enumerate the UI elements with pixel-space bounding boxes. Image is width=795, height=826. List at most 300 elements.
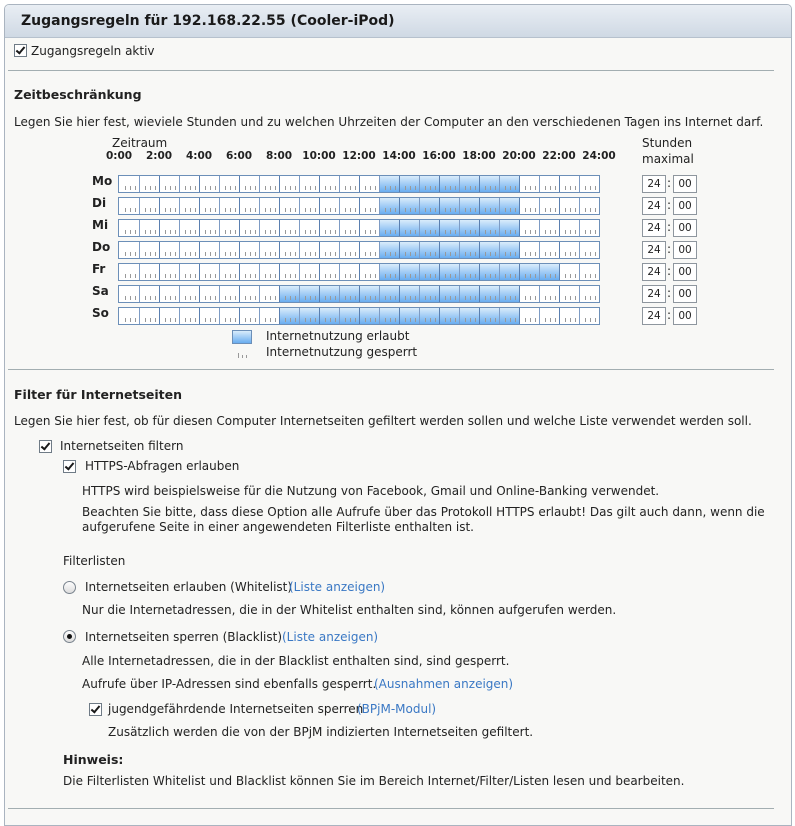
hour-gridline	[239, 308, 240, 324]
minute-tick	[275, 230, 276, 234]
stunden-label: Stunden	[642, 136, 693, 150]
minute-tick	[510, 208, 511, 212]
minute-tick	[485, 186, 486, 190]
minute-tick	[385, 186, 386, 190]
minute-tick	[235, 208, 236, 212]
minute-tick	[545, 208, 546, 212]
ip-blocked-info: Aufrufe über IP-Adressen sind ebenfalls gesperrt.	[82, 677, 377, 691]
max-hours-input[interactable]: 24	[642, 263, 666, 281]
max-hours-input[interactable]: 24	[642, 285, 666, 303]
time-grid-row[interactable]	[118, 175, 600, 193]
hour-gridline	[159, 264, 160, 280]
hour-gridline	[479, 286, 480, 302]
time-separator: :	[667, 264, 672, 278]
whitelist-show-link[interactable]: (Liste anzeigen)	[289, 580, 386, 594]
hour-gridline	[239, 176, 240, 192]
minute-tick	[570, 208, 571, 212]
minute-tick	[355, 252, 356, 256]
minute-tick	[415, 208, 416, 212]
minute-tick	[595, 296, 596, 300]
minute-tick	[430, 230, 431, 234]
divider	[8, 70, 774, 71]
minute-tick	[255, 208, 256, 212]
minute-tick	[355, 296, 356, 300]
time-grid-row[interactable]	[118, 263, 600, 281]
minute-tick	[530, 186, 531, 190]
minute-tick	[285, 252, 286, 256]
minute-tick	[455, 318, 456, 322]
bpjm-checkbox[interactable]	[89, 703, 102, 716]
minute-tick	[530, 230, 531, 234]
minute-tick	[555, 208, 556, 212]
minute-tick	[335, 274, 336, 278]
minute-tick	[470, 318, 471, 322]
minute-tick	[465, 230, 466, 234]
minute-tick	[450, 186, 451, 190]
hour-gridline	[439, 308, 440, 324]
hour-label: 22:00	[542, 150, 576, 162]
minute-tick	[125, 274, 126, 278]
minute-tick	[515, 208, 516, 212]
minute-tick	[515, 252, 516, 256]
minute-tick	[355, 208, 356, 212]
hour-gridline	[259, 286, 260, 302]
blacklist-label: Internetseiten sperren (Blacklist)	[85, 630, 283, 644]
minute-tick	[410, 274, 411, 278]
hour-gridline	[319, 264, 320, 280]
max-minutes-input[interactable]: 00	[673, 219, 697, 237]
time-grid-row[interactable]	[118, 285, 600, 303]
legend-allowed-swatch	[232, 330, 252, 344]
hour-gridline	[519, 286, 520, 302]
exceptions-link[interactable]: (Ausnahmen anzeigen)	[374, 677, 514, 691]
hour-gridline	[239, 220, 240, 236]
minute-tick	[345, 252, 346, 256]
minute-tick	[230, 296, 231, 300]
hour-label: 2:00	[145, 150, 173, 162]
minute-tick	[595, 274, 596, 278]
minute-tick	[445, 208, 446, 212]
minute-tick	[190, 318, 191, 322]
hour-gridline	[139, 242, 140, 258]
minute-tick	[410, 252, 411, 256]
max-hours-input[interactable]: 24	[642, 197, 666, 215]
minute-tick	[385, 230, 386, 234]
hour-gridline	[139, 176, 140, 192]
minute-tick	[295, 274, 296, 278]
minute-tick	[485, 208, 486, 212]
minute-tick	[510, 318, 511, 322]
minute-tick	[510, 230, 511, 234]
minute-tick	[155, 208, 156, 212]
minute-tick	[550, 208, 551, 212]
minute-tick	[455, 252, 456, 256]
minute-tick	[205, 296, 206, 300]
minute-tick	[535, 186, 536, 190]
hour-gridline	[399, 242, 400, 258]
minute-tick	[505, 296, 506, 300]
minute-tick	[530, 252, 531, 256]
minute-tick	[135, 186, 136, 190]
time-grid-row[interactable]	[118, 197, 600, 215]
minute-tick	[285, 230, 286, 234]
minute-tick	[435, 296, 436, 300]
minute-tick	[310, 186, 311, 190]
minute-tick	[490, 230, 491, 234]
minute-tick	[185, 208, 186, 212]
max-hours-input[interactable]: 24	[642, 241, 666, 259]
panel-title: Zugangsregeln für 192.168.22.55 (Cooler-iPod)	[5, 5, 791, 38]
minute-tick	[535, 274, 536, 278]
minute-tick	[490, 208, 491, 212]
minute-tick	[330, 186, 331, 190]
minute-tick	[450, 318, 451, 322]
minute-tick	[175, 318, 176, 322]
https-label: HTTPS-Abfragen erlauben	[85, 459, 240, 473]
minute-tick	[465, 296, 466, 300]
minute-tick	[435, 252, 436, 256]
minute-tick	[255, 186, 256, 190]
max-minutes-input[interactable]: 00	[673, 285, 697, 303]
whitelist-radio[interactable]	[63, 581, 76, 594]
minute-tick	[490, 318, 491, 322]
hour-gridline	[179, 242, 180, 258]
bpjm-link[interactable]: (BPjM-Modul)	[357, 702, 437, 716]
minute-tick	[130, 274, 131, 278]
minute-tick	[465, 318, 466, 322]
hour-gridline	[539, 286, 540, 302]
minute-tick	[590, 274, 591, 278]
hour-gridline	[519, 308, 520, 324]
hour-gridline	[299, 198, 300, 214]
minute-tick	[250, 296, 251, 300]
minute-tick	[205, 252, 206, 256]
minute-tick	[465, 186, 466, 190]
minute-tick	[390, 186, 391, 190]
minute-tick	[525, 318, 526, 322]
hour-gridline	[319, 220, 320, 236]
minute-tick	[375, 208, 376, 212]
hour-gridline	[459, 198, 460, 214]
minute-tick	[595, 230, 596, 234]
minute-tick	[305, 208, 306, 212]
minute-tick	[430, 318, 431, 322]
minute-tick	[405, 186, 406, 190]
hour-gridline	[359, 308, 360, 324]
minute-tick	[265, 186, 266, 190]
minute-tick	[145, 274, 146, 278]
blacklist-show-link[interactable]: (Liste anzeigen)	[282, 630, 379, 644]
minute-tick	[275, 274, 276, 278]
hour-gridline	[579, 220, 580, 236]
minute-tick	[150, 252, 151, 256]
minute-tick	[290, 208, 291, 212]
minute-tick	[215, 252, 216, 256]
hour-label: 20:00	[502, 150, 536, 162]
minute-tick	[215, 296, 216, 300]
day-label: So	[92, 306, 109, 320]
hour-gridline	[439, 286, 440, 302]
minute-tick	[590, 296, 591, 300]
minute-tick	[485, 252, 486, 256]
hour-gridline	[519, 264, 520, 280]
minute-tick	[595, 252, 596, 256]
minute-tick	[575, 252, 576, 256]
minute-tick	[495, 318, 496, 322]
minute-tick	[305, 230, 306, 234]
filter-websites-label: Internetseiten filtern	[60, 439, 184, 453]
hour-gridline	[179, 308, 180, 324]
minute-tick	[550, 274, 551, 278]
allowed-range[interactable]	[379, 176, 519, 192]
minute-tick	[370, 186, 371, 190]
minute-tick	[265, 252, 266, 256]
minute-tick	[585, 274, 586, 278]
minute-tick	[430, 186, 431, 190]
minute-tick	[495, 186, 496, 190]
minute-tick	[470, 274, 471, 278]
max-hours-input[interactable]: 24	[642, 175, 666, 193]
minute-tick	[270, 318, 271, 322]
minute-tick	[410, 208, 411, 212]
hour-gridline	[479, 308, 480, 324]
minute-tick	[565, 230, 566, 234]
allowed-range[interactable]	[379, 242, 519, 258]
minute-tick	[595, 208, 596, 212]
minute-tick	[245, 230, 246, 234]
minute-tick	[505, 252, 506, 256]
minute-tick	[145, 186, 146, 190]
minute-tick	[190, 230, 191, 234]
minute-tick	[270, 208, 271, 212]
minute-tick	[530, 296, 531, 300]
hour-gridline	[279, 308, 280, 324]
allowed-range[interactable]	[379, 220, 519, 236]
minute-tick	[195, 230, 196, 234]
minute-tick	[475, 208, 476, 212]
minute-tick	[150, 318, 151, 322]
https-info: HTTPS wird beispielsweise für die Nutzung von Facebook, Gmail und Online-Banking verwendet.	[82, 484, 660, 498]
minute-tick	[145, 230, 146, 234]
hour-gridline	[159, 176, 160, 192]
minute-tick	[345, 296, 346, 300]
minute-tick	[125, 252, 126, 256]
minute-tick	[350, 208, 351, 212]
minute-tick	[225, 186, 226, 190]
minute-tick	[130, 186, 131, 190]
minute-tick	[230, 318, 231, 322]
hour-gridline	[339, 176, 340, 192]
hour-gridline	[519, 198, 520, 214]
minute-tick	[375, 296, 376, 300]
blacklist-radio[interactable]	[63, 630, 76, 643]
minute-tick	[405, 296, 406, 300]
minute-tick	[585, 186, 586, 190]
minute-tick	[450, 230, 451, 234]
hour-gridline	[319, 242, 320, 258]
minute-tick	[170, 252, 171, 256]
minute-tick	[555, 230, 556, 234]
minute-tick	[490, 296, 491, 300]
minute-tick	[245, 252, 246, 256]
hour-gridline	[159, 198, 160, 214]
rules-active-checkbox[interactable]	[14, 44, 27, 57]
minute-tick	[575, 230, 576, 234]
minute-tick	[470, 208, 471, 212]
hour-gridline	[299, 242, 300, 258]
minute-tick	[550, 296, 551, 300]
time-grid-row[interactable]	[118, 307, 600, 325]
minute-tick	[195, 296, 196, 300]
minute-tick	[390, 252, 391, 256]
minute-tick	[485, 296, 486, 300]
filter-description: Legen Sie hier fest, ob für diesen Computer Internetseiten gefiltert werden sollen und welche Liste verwendet werden soll.	[14, 414, 752, 428]
max-minutes-input[interactable]: 00	[673, 263, 697, 281]
minute-tick	[175, 274, 176, 278]
hour-gridline	[359, 176, 360, 192]
minute-tick	[335, 208, 336, 212]
minute-tick	[170, 274, 171, 278]
hour-gridline	[279, 264, 280, 280]
hour-gridline	[299, 264, 300, 280]
minute-tick	[255, 274, 256, 278]
hour-gridline	[539, 176, 540, 192]
minute-tick	[190, 208, 191, 212]
minute-tick	[165, 230, 166, 234]
whitelist-label: Internetseiten erlauben (Whitelist)	[85, 580, 293, 594]
minute-tick	[245, 296, 246, 300]
hour-gridline	[419, 242, 420, 258]
minute-tick	[565, 296, 566, 300]
minute-tick	[345, 318, 346, 322]
minute-tick	[205, 186, 206, 190]
minute-tick	[285, 274, 286, 278]
minute-tick	[385, 296, 386, 300]
time-heading: Zeitbeschränkung	[14, 87, 142, 102]
minute-tick	[270, 296, 271, 300]
hour-gridline	[139, 264, 140, 280]
hour-gridline	[219, 264, 220, 280]
day-label: Do	[92, 240, 111, 254]
minute-tick	[365, 230, 366, 234]
minute-tick	[535, 252, 536, 256]
time-grid-row[interactable]	[118, 219, 600, 237]
minute-tick	[545, 230, 546, 234]
hour-gridline	[239, 198, 240, 214]
minute-tick	[415, 274, 416, 278]
minute-tick	[590, 186, 591, 190]
hour-gridline	[379, 308, 380, 324]
filterlists-label: Filterlisten	[63, 554, 126, 568]
minute-tick	[410, 230, 411, 234]
minute-tick	[335, 318, 336, 322]
allowed-range[interactable]	[379, 198, 519, 214]
minute-tick	[375, 318, 376, 322]
minute-tick	[265, 296, 266, 300]
hour-gridline	[159, 286, 160, 302]
minute-tick	[145, 318, 146, 322]
hour-label: 10:00	[302, 150, 336, 162]
max-minutes-input[interactable]: 00	[673, 307, 697, 325]
max-hours-input[interactable]: 24	[642, 219, 666, 237]
time-grid-row[interactable]	[118, 241, 600, 259]
minute-tick	[170, 208, 171, 212]
minute-tick	[250, 186, 251, 190]
hour-gridline	[479, 242, 480, 258]
filter-websites-checkbox[interactable]	[39, 440, 52, 453]
hour-gridline	[299, 176, 300, 192]
minute-tick	[245, 186, 246, 190]
minute-tick	[430, 252, 431, 256]
hour-gridline	[459, 176, 460, 192]
minute-tick	[295, 208, 296, 212]
hour-gridline	[379, 198, 380, 214]
allowed-range[interactable]	[379, 264, 559, 280]
bpjm-info: Zusätzlich werden die von der BPjM indizierten Internetseiten gefiltert.	[108, 725, 534, 739]
max-minutes-input[interactable]: 00	[673, 197, 697, 215]
minute-tick	[350, 296, 351, 300]
minute-tick	[410, 296, 411, 300]
max-hours-input[interactable]: 24	[642, 307, 666, 325]
hour-gridline	[439, 220, 440, 236]
hour-gridline	[379, 220, 380, 236]
minute-tick	[185, 186, 186, 190]
minute-tick	[450, 296, 451, 300]
hour-gridline	[259, 242, 260, 258]
hour-gridline	[299, 286, 300, 302]
minute-tick	[570, 230, 571, 234]
hour-gridline	[259, 198, 260, 214]
minute-tick	[425, 296, 426, 300]
minute-tick	[125, 186, 126, 190]
minute-tick	[270, 186, 271, 190]
hour-gridline	[239, 264, 240, 280]
hour-gridline	[259, 220, 260, 236]
minute-tick	[125, 208, 126, 212]
minute-tick	[210, 252, 211, 256]
minute-tick	[335, 296, 336, 300]
hour-label: 12:00	[342, 150, 376, 162]
hour-gridline	[559, 264, 560, 280]
minute-tick	[570, 186, 571, 190]
hour-gridline	[239, 286, 240, 302]
minute-tick	[475, 252, 476, 256]
minute-tick	[350, 230, 351, 234]
minute-tick	[155, 274, 156, 278]
hour-gridline	[279, 242, 280, 258]
minute-tick	[355, 230, 356, 234]
hour-gridline	[179, 264, 180, 280]
minute-tick	[195, 318, 196, 322]
hour-gridline	[579, 308, 580, 324]
minute-tick	[350, 274, 351, 278]
hour-gridline	[479, 198, 480, 214]
max-minutes-input[interactable]: 00	[673, 175, 697, 193]
minute-tick	[585, 252, 586, 256]
minute-tick	[450, 252, 451, 256]
minute-tick	[365, 208, 366, 212]
max-minutes-input[interactable]: 00	[673, 241, 697, 259]
minute-tick	[435, 186, 436, 190]
minute-tick	[365, 296, 366, 300]
https-checkbox[interactable]	[63, 460, 76, 473]
hour-gridline	[559, 242, 560, 258]
hour-gridline	[199, 220, 200, 236]
hour-gridline	[219, 286, 220, 302]
minute-tick	[210, 296, 211, 300]
minute-tick	[305, 296, 306, 300]
time-separator: :	[667, 198, 672, 212]
